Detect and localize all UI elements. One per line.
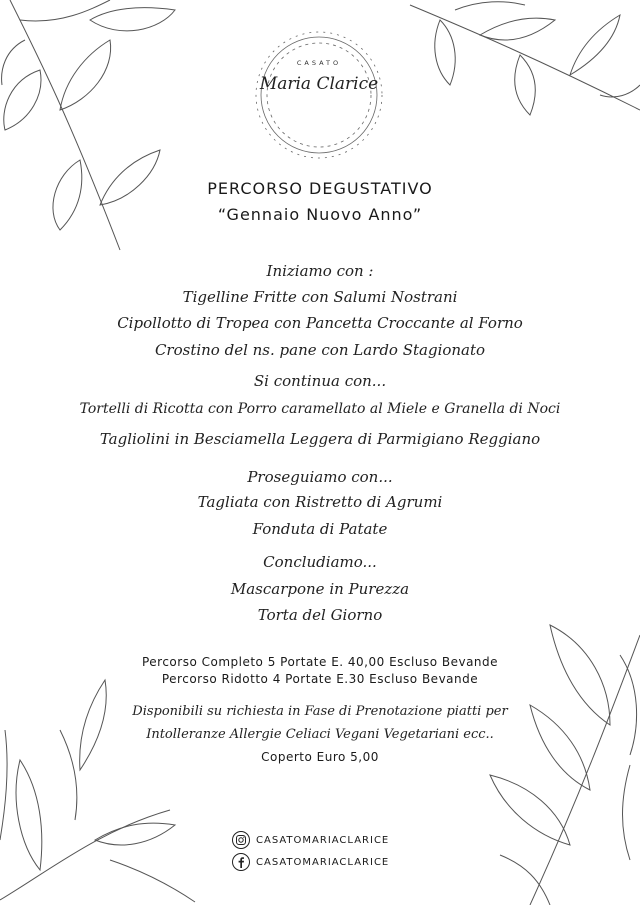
menu-intro-2: Si continua con... — [253, 372, 387, 390]
menu-item: Fonduta di Patate — [252, 520, 388, 538]
menu-item: Cipollotto di Tropea con Pancetta Croccante al Forno — [117, 314, 523, 332]
menu-item: Tortelli di Ricotta con Porro caramellato al Miele e Granella di Noci — [79, 401, 561, 417]
instagram-link[interactable] — [232, 831, 389, 849]
logo-name: Maria Clarice — [259, 74, 379, 94]
price-full: Percorso Completo 5 Portate E. 40,00 Escluso Bevande — [141, 655, 499, 669]
menu-item: Crostino del ns. pane con Lardo Stagionato — [154, 341, 486, 359]
menu-item: Tagliolini in Besciamella Leggera di Parmigiano Reggiano — [99, 430, 541, 448]
menu-intro-1: Iniziamo con : — [266, 262, 374, 280]
menu-item: Mascarpone in Purezza — [230, 580, 410, 598]
menu-intro-4: Concludiamo... — [263, 553, 377, 571]
facebook-icon — [232, 853, 250, 871]
facebook-handle: CASATOMARIACLARICE — [256, 856, 390, 868]
logo — [248, 24, 390, 166]
price-reduced: Percorso Ridotto 4 Portate E.30 Escluso Bevande — [161, 672, 479, 686]
instagram-handle: CASATOMARIACLARICE — [256, 834, 390, 846]
menu-item: Torta del Giorno — [257, 606, 383, 624]
page-title: PERCORSO DEGUSTATIVO — [207, 179, 433, 198]
logo-top-text: CASATO — [296, 59, 342, 67]
menu-item: Tigelline Fritte con Salumi Nostrani — [182, 288, 458, 306]
dietary-note-line-2: Intolleranze Allergie Celiaci Vegani Vegetariani ecc.. — [146, 727, 494, 742]
menu-intro-3: Proseguiamo con... — [247, 468, 393, 486]
dietary-note-line-1: Disponibili su richiesta in Fase di Prenotazione piatti per — [132, 704, 508, 719]
facebook-link[interactable] — [232, 853, 389, 871]
page-subtitle: “Gennaio Nuovo Anno” — [217, 205, 423, 224]
menu-item: Tagliata con Ristretto di Agrumi — [197, 493, 443, 511]
instagram-icon — [232, 831, 250, 849]
cover-charge: Coperto Euro 5,00 — [261, 750, 379, 764]
leaf-illustration-top-right — [400, 0, 640, 130]
wreath-icon — [248, 24, 390, 166]
